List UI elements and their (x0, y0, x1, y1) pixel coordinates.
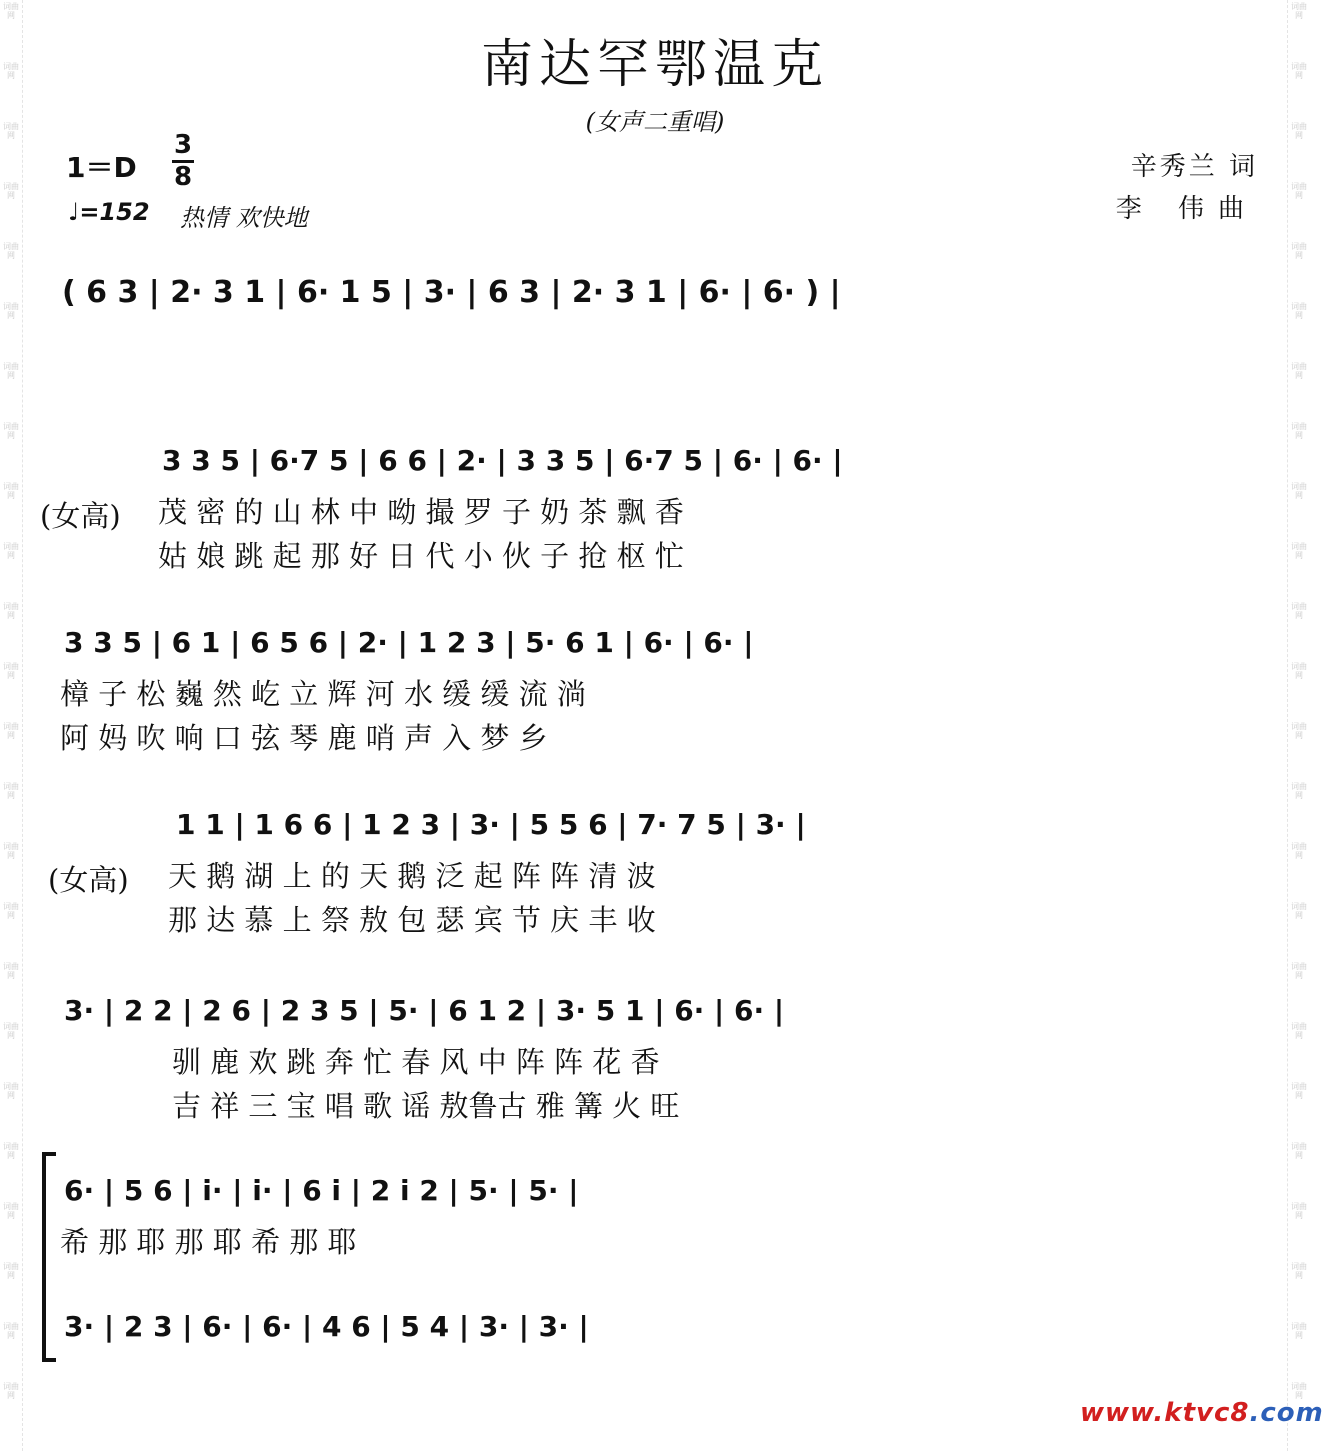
side-watermark: 词曲网 (1291, 842, 1307, 860)
side-watermark: 词曲网 (3, 1082, 19, 1100)
side-watermark: 词曲网 (1291, 2, 1307, 20)
side-watermark: 词曲网 (1291, 1202, 1307, 1220)
side-watermark: 词曲网 (3, 1142, 19, 1160)
tempo-marking: ♩=152 (68, 198, 150, 226)
side-watermark: 词曲网 (3, 362, 19, 380)
time-signature-top: 3 (173, 130, 193, 160)
side-watermark: 词曲网 (3, 962, 19, 980)
side-watermark: 词曲网 (1291, 302, 1307, 320)
song-title: 南达罕鄂温克 (480, 35, 829, 95)
system-2-lyric-verse-1: 茂 密 的 山 林 中 呦 撮 罗 子 奶 茶 飘 香 (158, 495, 684, 529)
side-watermark: 词曲网 (1291, 1082, 1307, 1100)
system-6-upper-notes: 6· | 5 6 | i· | i· | 6 i | 2 i 2 | 5· | 5· | (64, 1174, 579, 1207)
intro-notes: ( 6 3 | 2· 3 1 | 6· 1 5 | 3· | 6 3 | 2· 3 1 | 6· | 6· ) | (62, 275, 841, 310)
system-4-lyric-verse-1: 天 鹅 湖 上 的 天 鹅 泛 起 阵 阵 清 波 (168, 859, 656, 893)
side-watermark: 词曲网 (1291, 422, 1307, 440)
system-2-notes: 3 3 5 | 6·7 5 | 6 6 | 2· | 3 3 5 | 6·7 5 | 6· | 6· | (162, 444, 843, 477)
side-watermark: 词曲网 (3, 842, 19, 860)
side-watermark: 词曲网 (1291, 662, 1307, 680)
side-watermark: 词曲网 (1291, 1382, 1307, 1400)
side-watermark: 词曲网 (3, 722, 19, 740)
part-label-soprano-2: (女高) (48, 863, 129, 897)
song-subtitle: (女声二重唱) (585, 108, 725, 136)
side-watermark: 词曲网 (3, 242, 19, 260)
system-3-lyric-verse-2: 阿 妈 吹 响 口 弦 琴 鹿 哨 声 入 梦 乡 (60, 721, 548, 755)
side-watermark: 词曲网 (3, 1202, 19, 1220)
site-logo (1080, 1398, 1324, 1428)
side-watermark: 词曲网 (1291, 722, 1307, 740)
side-watermark: 词曲网 (3, 1382, 19, 1400)
side-watermark: 词曲网 (3, 602, 19, 620)
site-logo-name: ktvc8 (1164, 1398, 1250, 1428)
side-watermark: 词曲网 (3, 902, 19, 920)
composer-credit: 李 伟曲 (1115, 194, 1258, 224)
side-watermark: 词曲网 (3, 1022, 19, 1040)
side-watermark: 词曲网 (3, 62, 19, 80)
system-5-lyric-verse-2: 吉 祥 三 宝 唱 歌 谣 敖鲁古 雅 篝 火 旺 (172, 1089, 680, 1123)
side-watermark: 词曲网 (1291, 542, 1307, 560)
side-watermark: 词曲网 (1291, 242, 1307, 260)
side-watermark: 词曲网 (1291, 1022, 1307, 1040)
system-3-notes: 3 3 5 | 6 1 | 6 5 6 | 2· | 1 2 3 | 5· 6 1 | 6· | 6· | (64, 626, 754, 659)
side-watermark: 词曲网 (3, 662, 19, 680)
side-watermark: 词曲网 (1291, 1142, 1307, 1160)
system-brace (38, 1152, 58, 1362)
side-watermark: 词曲网 (1291, 782, 1307, 800)
side-watermark: 词曲网 (3, 782, 19, 800)
time-signature-bottom: 8 (173, 162, 193, 192)
part-label-soprano: (女高) (40, 499, 121, 533)
side-watermark: 词曲网 (3, 482, 19, 500)
side-watermark: 词曲网 (1291, 962, 1307, 980)
side-watermark: 词曲网 (3, 422, 19, 440)
side-watermark: 词曲网 (1291, 602, 1307, 620)
side-watermark: 词曲网 (1291, 182, 1307, 200)
side-watermark: 词曲网 (1291, 1262, 1307, 1280)
system-6-lyric: 希 那 耶 那 耶 希 那 耶 (60, 1225, 357, 1259)
key-signature: 1＝D (66, 151, 137, 184)
system-4-notes: 1 1 | 1 6 6 | 1 2 3 | 3· | 5 5 6 | 7· 7 5 | 3· | (176, 808, 806, 841)
side-watermark: 词曲网 (3, 542, 19, 560)
system-4-lyric-verse-2: 那 达 慕 上 祭 敖 包 瑟 宾 节 庆 丰 收 (168, 903, 656, 937)
side-watermark: 词曲网 (3, 122, 19, 140)
side-watermark: 词曲网 (3, 1322, 19, 1340)
side-watermark: 词曲网 (1291, 902, 1307, 920)
system-3-lyric-verse-1: 樟 子 松 巍 然 屹 立 辉 河 水 缓 缓 流 淌 (60, 677, 586, 711)
system-5-lyric-verse-1: 驯 鹿 欢 跳 奔 忙 春 风 中 阵 阵 花 香 (172, 1045, 660, 1079)
time-signature (172, 132, 194, 191)
side-watermark: 词曲网 (1291, 482, 1307, 500)
side-watermark: 词曲网 (1291, 62, 1307, 80)
side-watermark: 词曲网 (3, 1262, 19, 1280)
side-watermark: 词曲网 (1291, 122, 1307, 140)
system-2-lyric-verse-2: 姑 娘 跳 起 那 好 日 代 小 伙 子 抢 枢 忙 (158, 539, 684, 573)
left-watermark-strip (0, 0, 23, 1451)
side-watermark: 词曲网 (1291, 1322, 1307, 1340)
side-watermark: 词曲网 (1291, 362, 1307, 380)
side-watermark: 词曲网 (3, 302, 19, 320)
system-6-lower-notes: 3· | 2 3 | 6· | 6· | 4 6 | 5 4 | 3· | 3· | (64, 1310, 589, 1343)
lyricist-credit: 辛秀兰 词 (1130, 152, 1258, 182)
side-watermark: 词曲网 (3, 182, 19, 200)
right-watermark-strip (1287, 0, 1310, 1451)
system-5-notes: 3· | 2 2 | 2 6 | 2 3 5 | 5· | 6 1 2 | 3· 5 1 | 6· | 6· | (64, 994, 785, 1027)
side-watermark: 词曲网 (3, 2, 19, 20)
site-logo-suffix: .com (1249, 1398, 1324, 1428)
site-logo-prefix: www. (1080, 1398, 1165, 1428)
expression-marking: 热情 欢快地 (180, 204, 308, 232)
